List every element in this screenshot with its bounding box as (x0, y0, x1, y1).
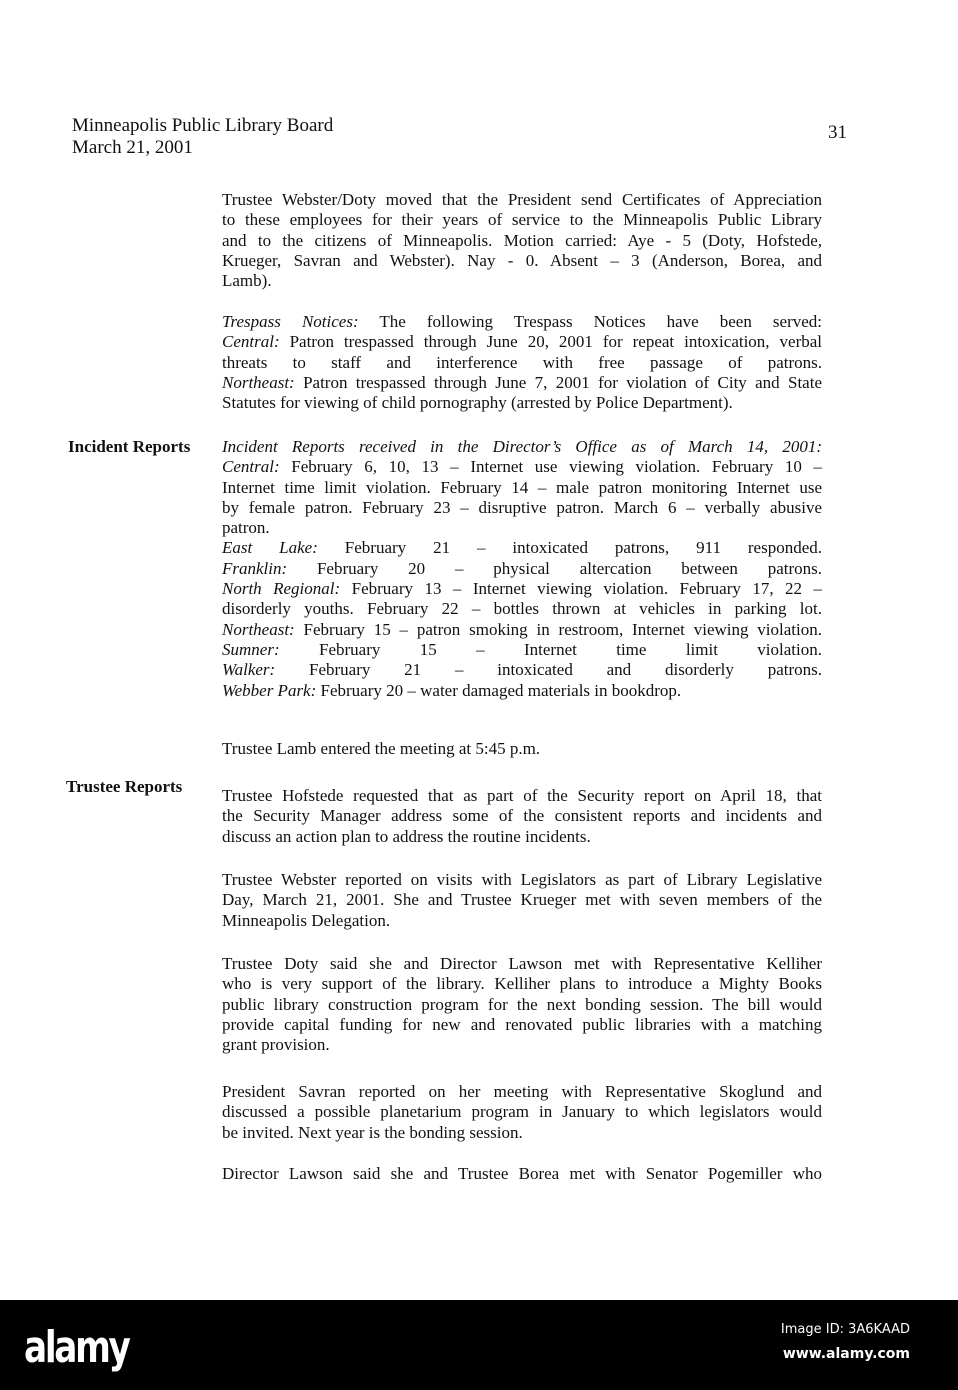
paragraph-webster (222, 870, 822, 931)
paragraph-motion (222, 190, 822, 291)
text-line (222, 870, 822, 890)
text-segment: Trustee Hofstede requested that as part of the Security report on April 18, that (222, 786, 822, 805)
text-line (222, 498, 822, 518)
text-segment: The following Trespass Notices have been served: (358, 312, 823, 331)
italic-label: Webber Park: (222, 680, 317, 700)
text-segment: Trustee Doty said she and Director Lawson met with Representative Kelliher (222, 954, 822, 973)
italic-label: Central: (222, 332, 280, 352)
text-line (222, 478, 822, 498)
text-line (222, 640, 822, 660)
italic-label: Central: (222, 457, 280, 477)
text-line (222, 559, 822, 579)
text-segment: February 13 – Internet viewing violation. February 17, 22 – (340, 579, 822, 599)
image-id: Image ID: 3A6KAAD (780, 1322, 910, 1337)
text-line (222, 786, 822, 806)
paragraph-incident-reports (222, 437, 822, 701)
text-segment: February 15 – Internet time limit violation. (279, 639, 822, 659)
text-line (222, 620, 822, 640)
text-line (222, 1123, 822, 1143)
document-header-date: March 21, 2001 (72, 137, 193, 158)
text-line (222, 911, 822, 931)
text-segment: February 21 – intoxicated patrons, 911 responded. (317, 538, 822, 558)
paragraph-doty (222, 954, 822, 1055)
text-line (222, 681, 822, 701)
text-segment: disorderly youths. February 22 – bottles thrown at vehicles in parking lot. (222, 599, 822, 619)
text-segment: be invited. Next year is the bonding session. (222, 1122, 523, 1142)
text-line (222, 660, 822, 680)
text-segment: February 21 – intoxicated and disorderly patrons. (275, 660, 822, 680)
text-segment: Krueger, Savran and Webster). Nay - 0. Absent – 3 (Anderson, Borea, and (222, 250, 822, 270)
italic-label: Incident Reports received in the Director’s Office as of March 14, 2001: (222, 437, 822, 456)
text-segment: and to the citizens of Minneapolis. Motion carried: Aye - 5 (Doty, Hofstede, (222, 230, 822, 250)
text-line (222, 457, 822, 477)
text-segment: to these employees for their years of service to the Minneapolis Public Library (222, 210, 822, 230)
text-line (222, 739, 822, 759)
text-line (222, 806, 822, 826)
text-line (222, 312, 822, 332)
paragraph-trespass-notices (222, 312, 822, 413)
text-line (222, 1082, 822, 1102)
side-heading-incident-reports: Incident Reports (68, 437, 191, 456)
text-line (222, 538, 822, 558)
italic-label: Trespass Notices: (222, 312, 359, 331)
text-segment: provide capital funding for new and renovated public libraries with a matching (222, 1014, 822, 1034)
text-segment: Trustee Webster reported on visits with Legislators as part of Library Legislative (222, 870, 822, 889)
text-segment: Patron trespassed through June 20, 2001 for repeat intoxication, verbal (279, 332, 822, 352)
italic-label: Northeast: (222, 619, 295, 639)
italic-label: Northeast: (222, 372, 295, 392)
text-segment: Lamb). (222, 271, 272, 291)
text-segment: February 20 – physical altercation between patrons. (287, 558, 822, 578)
text-segment: patron. (222, 518, 270, 538)
text-line (222, 231, 822, 251)
text-line (222, 393, 822, 413)
page-number: 31 (828, 122, 847, 143)
watermark-bar (0, 1300, 958, 1390)
alamy-logo: alamy (24, 1322, 129, 1373)
document-header-organization: Minneapolis Public Library Board (72, 115, 334, 136)
side-heading-trustee-reports: Trustee Reports (66, 777, 183, 796)
text-segment: Trustee Webster/Doty moved that the President send Certificates of Appreciation (222, 190, 822, 209)
text-segment: Internet time limit violation. February 14 – male patron monitoring Internet use (222, 477, 822, 497)
text-line (222, 1164, 822, 1184)
text-segment: Statutes for viewing of child pornography (arrested by Police Department). (222, 393, 733, 413)
text-line (222, 827, 822, 847)
text-segment: February 15 – patron smoking in restroom, Internet viewing violation. (294, 619, 822, 639)
text-segment: public library construction program for the next bonding session. The bill would (222, 994, 822, 1014)
text-line (222, 353, 822, 373)
italic-label: East Lake: (222, 538, 318, 558)
text-segment: by female patron. February 23 – disruptive patron. March 6 – verbally abusive (222, 497, 822, 517)
text-segment: the Security Manager address some of the consistent reports and incidents and (222, 806, 822, 826)
italic-label: Franklin: (222, 558, 288, 578)
text-segment: February 20 – water damaged materials in bookdrop. (316, 680, 682, 700)
paragraph-hofstede (222, 786, 822, 847)
text-line (222, 974, 822, 994)
text-segment: discuss an action plan to address the routine incidents. (222, 826, 591, 846)
text-segment: threats to staff and interference with free passage of patrons. (222, 352, 822, 372)
text-line (222, 1035, 822, 1055)
text-line (222, 373, 822, 393)
text-line (222, 995, 822, 1015)
text-segment: discussed a possible planetarium program in January to which legislators would (222, 1102, 822, 1122)
text-line (222, 1015, 822, 1035)
text-segment: Patron trespassed through June 7, 2001 for violation of City and State (294, 372, 822, 392)
text-line (222, 954, 822, 974)
paragraph-savran (222, 1082, 822, 1143)
paragraph-lawson (222, 1164, 822, 1184)
text-line (222, 1102, 822, 1122)
text-line (222, 251, 822, 271)
text-segment: Day, March 21, 2001. She and Trustee Krueger met with seven members of the (222, 890, 822, 910)
text-line (222, 579, 822, 599)
italic-label: North Regional: (222, 579, 341, 599)
paragraph-lamb-arrival (222, 739, 822, 759)
text-line (222, 599, 822, 619)
text-segment: Minneapolis Delegation. (222, 910, 391, 930)
text-segment: who is very support of the library. Kelliher plans to introduce a Mighty Books (222, 974, 822, 994)
text-line (222, 890, 822, 910)
text-segment: February 6, 10, 13 – Internet use viewing violation. February 10 – (279, 457, 822, 477)
text-segment: President Savran reported on her meeting with Representative Skoglund and (222, 1082, 822, 1101)
text-line (222, 210, 822, 230)
text-line (222, 190, 822, 210)
text-segment: Trustee Lamb entered the meeting at 5:45 p.m. (222, 739, 541, 758)
text-segment: grant provision. (222, 1035, 330, 1055)
italic-label: Walker: (222, 660, 276, 680)
text-segment: Director Lawson said she and Trustee Borea met with Senator Pogemiller who (222, 1164, 822, 1183)
text-line (222, 518, 822, 538)
text-line (222, 332, 822, 352)
text-line (222, 437, 822, 457)
watermark-site: www.alamy.com (782, 1346, 910, 1362)
text-line (222, 271, 822, 291)
italic-label: Sumner: (222, 639, 280, 659)
